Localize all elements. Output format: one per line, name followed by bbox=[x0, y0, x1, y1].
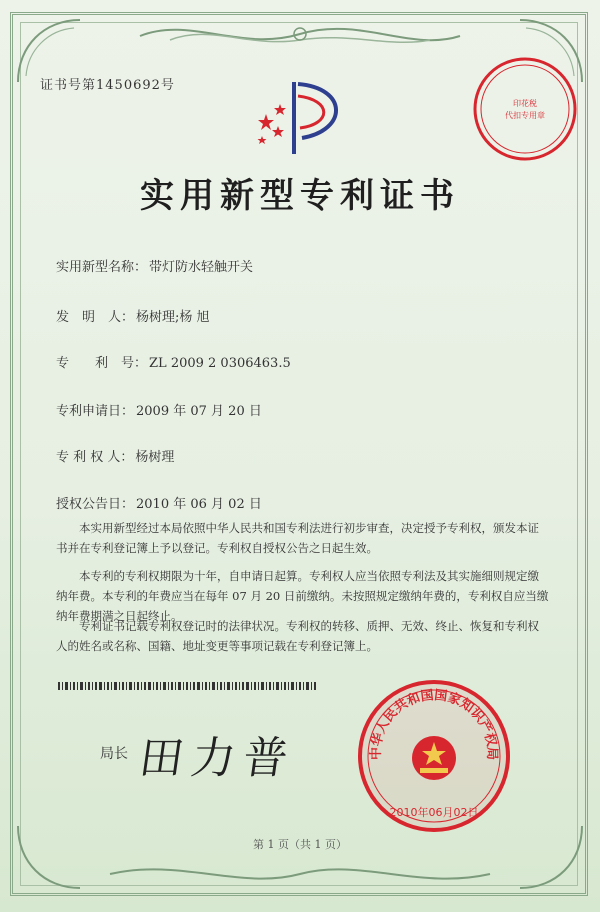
page-number: 第 1 页（共 1 页） bbox=[253, 838, 347, 851]
seal-date: 2010年06月02日 bbox=[389, 806, 479, 819]
field-value: 2009 年 07 月 20 日 bbox=[136, 404, 262, 419]
field-label: 授权公告日： bbox=[56, 497, 135, 512]
barcode bbox=[58, 682, 318, 690]
patent-office-logo-icon bbox=[252, 78, 352, 158]
tax-seal-text-1: 印花税 bbox=[513, 99, 537, 108]
national-emblem-icon bbox=[412, 736, 456, 780]
director-label: 局长 bbox=[100, 746, 128, 762]
seal-ring-text: 中华人民共和国国家知识产权局 bbox=[368, 688, 500, 761]
certificate-title: 实用新型专利证书 bbox=[140, 176, 460, 216]
field-grant-date bbox=[56, 493, 262, 512]
corner-ornament-bl bbox=[14, 822, 84, 892]
field-value: 2010 年 06 月 02 日 bbox=[136, 497, 262, 512]
field-label: 专 利 权 人： bbox=[56, 450, 134, 465]
field-label: 实用新型名称： bbox=[56, 260, 148, 275]
paragraph-term: 本专利的专利权期限为十年，自申请日起算。专利权人应当依照专利法及其实施细则规定缴纳年费。本专利的年费应当在每年 07 月 20 日前缴纳。未按照规定缴纳年费的，专利权自应当缴纳年费期满之日起终止。 bbox=[56, 569, 549, 623]
field-patentee bbox=[56, 446, 174, 465]
director-signature: 田力普 bbox=[135, 733, 299, 784]
office-seal bbox=[354, 676, 514, 836]
tax-seal bbox=[470, 54, 580, 164]
field-label: 发 明 人： bbox=[56, 310, 135, 325]
field-value: 杨树理 bbox=[135, 450, 175, 465]
certificate-number: 证书号第1450692号 bbox=[40, 78, 175, 93]
top-ornament bbox=[130, 14, 470, 54]
field-patent-number bbox=[56, 352, 291, 371]
field-label: 专利申请日： bbox=[56, 404, 135, 419]
bottom-ornament bbox=[100, 858, 500, 892]
tax-seal-text-2: 代扣专用章 bbox=[505, 111, 545, 120]
field-label: 专 利 号： bbox=[56, 356, 148, 371]
field-value: 杨树理;杨 旭 bbox=[136, 310, 210, 325]
field-inventor bbox=[56, 306, 210, 325]
corner-ornament-br bbox=[516, 822, 586, 892]
field-application-date bbox=[56, 400, 262, 419]
paragraph-grant: 本实用新型经过本局依照中华人民共和国专利法进行初步审查，决定授予专利权，颁发本证书并在专利登记簿上予以登记。专利权自授权公告之日起生效。 bbox=[56, 521, 539, 555]
paragraph-legal-status: 专利证书记载专利权登记时的法律状况。专利权的转移、质押、无效、终止、恢复和专利权人的姓名或名称、国籍、地址变更等事项记载在专利登记簿上。 bbox=[56, 619, 539, 653]
field-utility-model-name bbox=[56, 256, 253, 275]
field-value: 带灯防水轻触开关 bbox=[149, 260, 254, 275]
field-value: ZL 2009 2 0306463.5 bbox=[149, 356, 291, 371]
